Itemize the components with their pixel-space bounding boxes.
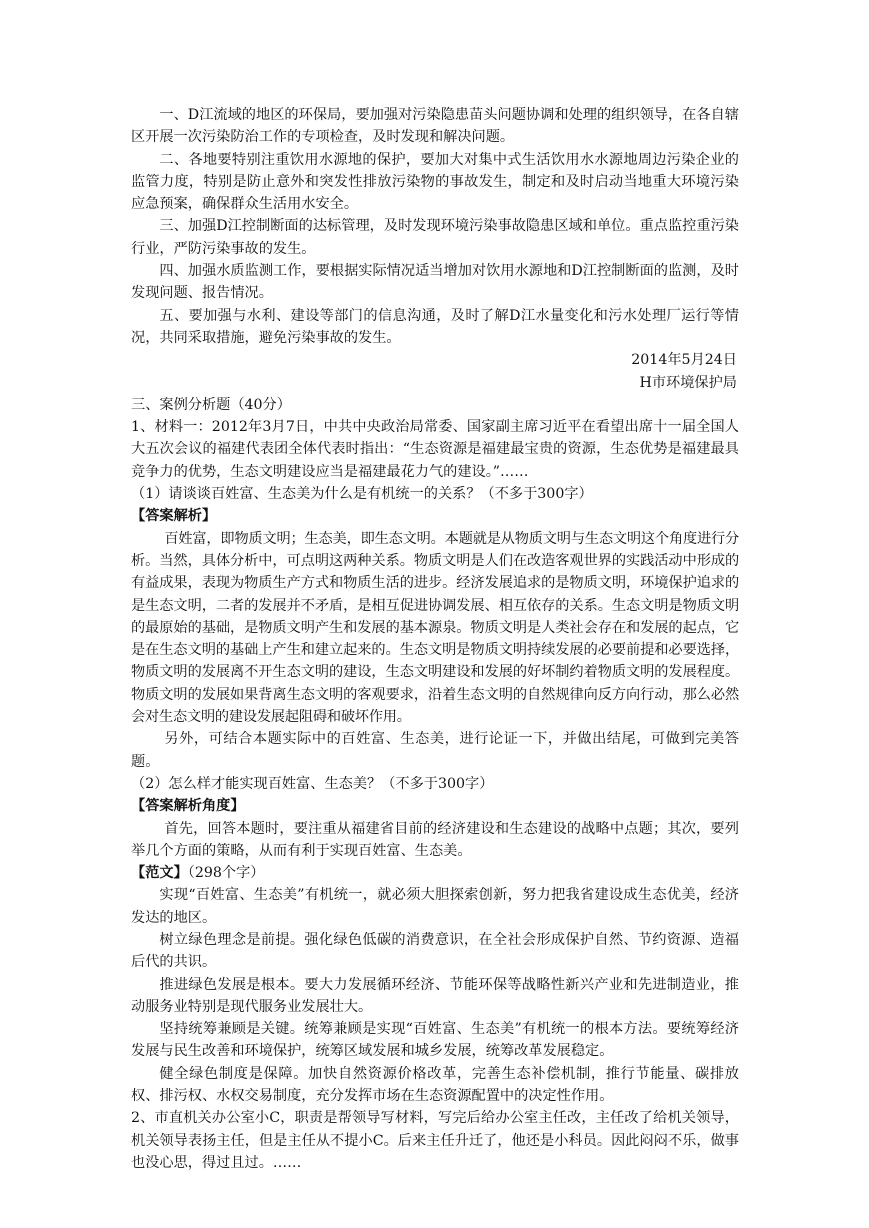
question-2: （2）怎么样才能实现百姓富、生态美？（不多于300字） [131,775,494,792]
sample-essay-header [131,862,739,884]
answer-label-1: 【答案解析】 [131,508,217,525]
material-1: 1、材料一：2012年3月7日，中共中央政治局常委、国家副主席习近平在看望出席十一届全国人大五次会议的福建代表团全体代表时指出：“生态资源是福建最宝贵的资源，生态优势是福建最具竞争力的优势，生态文明建设应当是福建最花力气的建设。”…… [131,419,739,480]
sample-paragraph-2: 树立绿色理念是前提。强化绿色低碳的消费意识，在全社会形成保护自然、节约资源、造福后代的共识。 [131,931,739,971]
notice-item-3: 三、加强D江控制断面的达标管理，及时发现环境污染事故隐患区域和单位。重点监控重污染行业，严防污染事故的发生。 [131,218,739,257]
sample-essay-word-count: （298个字） [187,865,265,882]
notice-date: 2014年5月24日 [631,352,737,369]
document-page [131,104,739,1174]
case-section-heading: 三、案例分析题（40分） [131,396,291,413]
notice-item-4: 四、加强水质监测工作，要根据实际情况适当增加对饮用水源地和D江控制断面的监测，及时发现问题、报告情况。 [131,263,739,302]
sample-paragraph-3: 推进绿色发展是根本。要大力发展循环经济、节能环保等战略性新兴产业和先进制造业，推动服务业特别是现代服务业发展壮大。 [131,976,739,1015]
answer-1-paragraph-1: 百姓富，即物质文明；生态美，即生态文明。本题就是从物质文明与生态文明这个角度进行分析。当然，具体分析中，可点明这两种关系。物质文明是人们在改造客观世界的实践活动中形成的有益成果，表现为物质生产方式和物质生活的进步。经济发展追求的是物质文明，环境保护追求的是生态文明，二者的发展并不矛盾，是相互促进协调发展、相互依存的关系。生态文明是物质文明的最原始的基础，是物质文明产生和发展的基本源泉。物质文明是人类社会存在和发展的起点，它是在生态文明的基础上产生和建立起来的。生态文明是物质文明持续发展的必要前提和必要选择，物质文明的发展离不开生态文明的建设，生态文明建设和发展的好坏制约着物质文明的发展程度。物质文明的发展如果背离生态文明的客观要求，沿着生态文明的自然规律向反方向行动，那么必然会对生态文明的建设发展起阻碍和破坏作用。 [131,530,739,726]
answer-1-paragraph-2: 另外，可结合本题实际中的百姓富、生态美，进行论证一下，并做出结尾，可做到完美答题。 [131,731,739,770]
sample-paragraph-5: 健全绿色制度是保障。加快自然资源价格改革，完善生态补偿机制，推行节能量、碳排放权、排污权、水权交易制度，充分发挥市场在生态资源配置中的决定性作用。 [131,1065,739,1105]
question-1: （1）请谈谈百姓富、生态美为什么是有机统一的关系？（不多于300字） [131,486,593,503]
sample-paragraph-4: 坚持统筹兼顾是关键。统筹兼顾是实现“百姓富、生态美”有机统一的根本方法。要统筹经济发展与民生改善和环境保护，统筹区域发展和城乡发展，统筹改革发展稳定。 [131,1021,739,1060]
notice-item-2: 二、各地要特别注重饮用水源地的保护，要加大对集中式生活饮用水水源地周边污染企业的监管力度，特别是防止意外和突发性排放污染物的事故发生，制定和及时启动当地重大环境污染应急预案，确保群众生活用水安全。 [131,151,739,213]
material-2: 2、市直机关办公室小C，职责是帮领导写材料，写完后给办公室主任改，主任改了给机关领导，机关领导表扬主任，但是主任从不提小C。后来主任升迁了，他还是小科员。因此闷闷不乐，做事也没心思，得过且过。…… [131,1110,739,1171]
notice-item-5: 五、要加强与水利、建设等部门的信息沟通，及时了解D江水量变化和污水处理厂运行等情况，共同采取措施，避免污染事故的发生。 [131,307,739,346]
answer-label-2: 【答案解析角度】 [131,798,245,815]
answer-2-paragraph: 首先，回答本题时，要注重从福建省目前的经济建设和生态建设的战略中点题；其次，要列举几个方面的策略，从而有利于实现百姓富、生态美。 [131,820,739,859]
sample-paragraph-1: 实现“百姓富、生态美”有机统一，就必须大胆探索创新，努力把我省建设成生态优美，经济发达的地区。 [131,887,739,926]
notice-item-1: 一、D江流域的地区的环保局，要加强对污染隐患苗头问题协调和处理的组织领导，在各自辖区开展一次污染防治工作的专项检查，及时发现和解决问题。 [131,107,739,146]
sample-essay-label: 【范文】 [131,865,188,882]
notice-issuer: H市环境保护局 [639,374,737,391]
